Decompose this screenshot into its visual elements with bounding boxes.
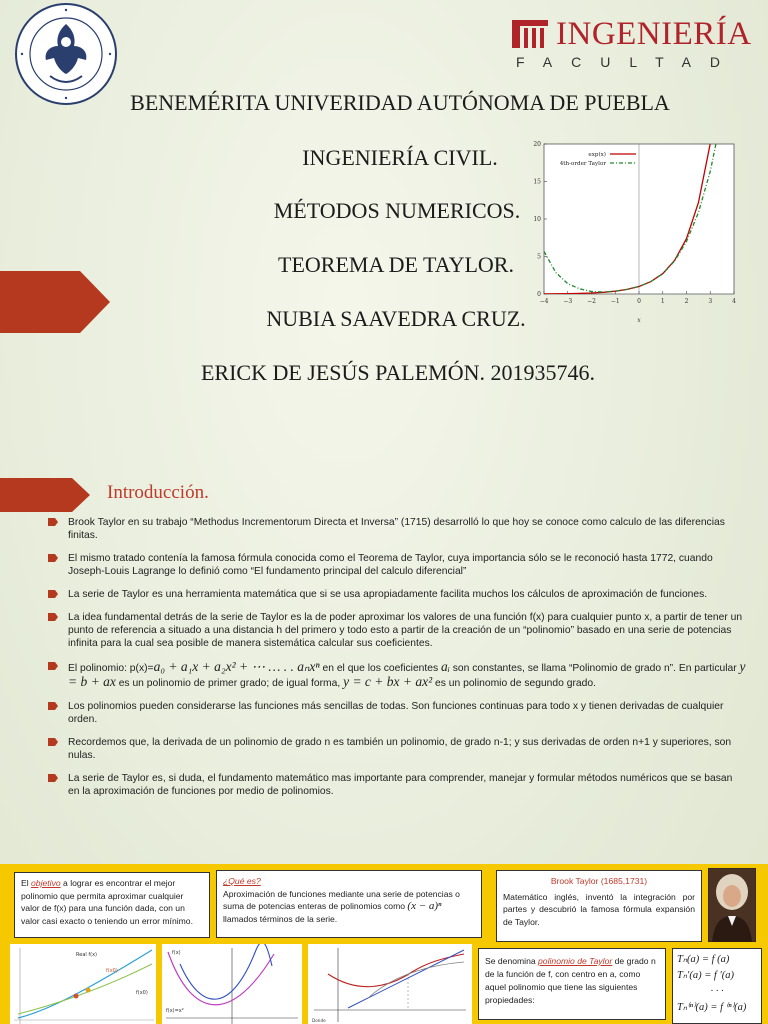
chart-xtick-label: 4 bbox=[732, 298, 736, 305]
chart-xtick-label: −3 bbox=[563, 298, 573, 305]
chart-ytick-label: 20 bbox=[533, 141, 541, 148]
bullet-text: es un polinomio de primer grado; de igual forma, bbox=[115, 678, 344, 689]
red-arrow-accent-icon bbox=[0, 478, 90, 512]
chart-xtick-label: 0 bbox=[637, 298, 641, 305]
bullet-item bbox=[46, 611, 746, 650]
bullet-arrow-icon bbox=[48, 662, 58, 670]
bullet-list bbox=[46, 516, 746, 808]
first-degree-formula: y = b + ax bbox=[68, 659, 746, 689]
what-is-text: Aproximación de funciones mediante una serie de potencias o suma de potencias enteras de polinomios como bbox=[223, 888, 460, 911]
plot1-label: Real f(x) bbox=[76, 952, 97, 958]
bullet-arrow-icon bbox=[48, 554, 58, 562]
chart-xtick-label: 3 bbox=[708, 298, 713, 305]
brook-taylor-box bbox=[496, 870, 702, 942]
objective-text: El bbox=[21, 878, 32, 888]
plot1-label: f(x0) bbox=[136, 990, 148, 996]
faculty-logo bbox=[512, 16, 752, 72]
bullet-text: son constantes, se llama “Polinomio de grado n”. En particular bbox=[449, 663, 740, 674]
taylor-polynomial-text: de grado n de la función de f, con centro en a, como aquel polinomio que tiene las siguientes propiedades: bbox=[485, 956, 656, 1005]
tangent-plot-icon bbox=[308, 944, 472, 1024]
summary-slide bbox=[0, 864, 768, 1024]
parabola-plot-icon bbox=[162, 944, 302, 1024]
bullet-arrow-icon bbox=[48, 590, 58, 598]
bullet-text: La serie de Taylor es una herramienta matemática que si se usa apropiadamente facilita muchos los cálculos de aproximación de funciones. bbox=[68, 589, 708, 600]
taylor-properties-box bbox=[672, 948, 762, 1024]
power-term-formula: (x − a)ⁿ bbox=[407, 900, 442, 912]
what-is-box bbox=[216, 870, 482, 938]
chart-xlabel: x bbox=[637, 317, 641, 324]
chart-ytick-label: 5 bbox=[537, 253, 541, 261]
brook-taylor-heading bbox=[503, 875, 695, 888]
bullet-arrow-icon bbox=[48, 518, 58, 526]
brook-taylor-years: (1685,1731) bbox=[600, 876, 648, 886]
intro-heading: Introducción. bbox=[107, 482, 209, 503]
chart-ytick-label: 15 bbox=[533, 178, 541, 186]
what-is-title: ¿Qué es? bbox=[223, 876, 261, 886]
bullet-arrow-icon bbox=[48, 613, 58, 621]
bullet-text: Los polinomios pueden considerarse las funciones más sencillas de todas. Son funciones continuas para todo x y tienen derivadas de cualquier orden. bbox=[68, 701, 724, 725]
bullet-item bbox=[46, 660, 746, 690]
property-formula: Tₙ′(a) = f ′(a) bbox=[677, 970, 734, 981]
chart-legend-label: 4th-order Taylor bbox=[559, 161, 606, 167]
plot3-label: Donde bbox=[312, 1018, 326, 1023]
parabola-plot bbox=[162, 944, 302, 1024]
chart-xtick-label: 2 bbox=[684, 298, 689, 305]
bullet-text: Brook Taylor en su trabajo “Methodus Incrementorum Directa et Inversa” (1715) desarrolló lo que hoy se conoce como calculo de las diferencias finitas. bbox=[68, 517, 725, 541]
introduction-slide bbox=[0, 432, 768, 864]
chart-xtick-label: 1 bbox=[660, 298, 665, 305]
chart-xtick-label: −1 bbox=[610, 298, 620, 305]
student-name: ERICK DE JESÚS PALEMÓN. 201935746. bbox=[200, 360, 595, 385]
taylor-approx-plot bbox=[10, 944, 156, 1024]
coefficient-formula: aᵢ bbox=[441, 659, 450, 674]
ingenieria-logo-icon bbox=[512, 20, 548, 48]
taylor-polynomial-highlight: polinomio de Taylor bbox=[538, 956, 613, 966]
bullet-arrow-icon bbox=[48, 738, 58, 746]
title-slide bbox=[0, 0, 768, 432]
brook-taylor-text: Matemático inglés, inventó la integración por partes y descubrió la famosa fórmula expansión de Taylor. bbox=[503, 891, 695, 927]
bullet-arrow-icon bbox=[48, 702, 58, 710]
property-formula: Tₙ(a) = f (a) bbox=[677, 954, 730, 965]
chart-xtick-label: −4 bbox=[539, 298, 549, 305]
taylor-polynomial-text: Se denomina bbox=[485, 956, 539, 966]
objective-text: a lograr es encontrar el mejor polinomio que permita aproximar cualquier valor de f(x) para una función dada, con un valor casi exacto o teniendo un error mínimo. bbox=[21, 878, 193, 926]
second-degree-formula: y = c + bx + ax² bbox=[343, 674, 433, 689]
taylor-approx-plot-icon bbox=[10, 944, 156, 1024]
topic-name: TEOREMA DE TAYLOR. bbox=[278, 252, 514, 277]
bullet-text: El polinomio: p(x)= bbox=[68, 663, 154, 674]
red-arrow-accent-icon bbox=[0, 271, 110, 333]
chart-ytick-label: 0 bbox=[537, 291, 541, 298]
bullet-item bbox=[46, 588, 746, 601]
course-name: MÉTODOS NUMERICOS. bbox=[273, 198, 521, 223]
exp-taylor-chart bbox=[526, 138, 748, 332]
plot2-label: f(x)=x² bbox=[166, 1008, 184, 1014]
bullet-text: es un polinomio de segundo grado. bbox=[432, 678, 596, 689]
bullet-item bbox=[46, 700, 746, 726]
brook-taylor-portrait-icon bbox=[708, 868, 756, 942]
chart-xtick-label: −2 bbox=[587, 298, 596, 305]
chart-legend-label: exp(x) bbox=[588, 152, 606, 158]
bullet-item bbox=[46, 552, 746, 578]
tangent-plot bbox=[308, 944, 472, 1024]
bullet-text: La idea fundamental detrás de la serie de Taylor es la de poder aproximar los valores de una función f(x) para cualquier punto x, a partir de tener un punto de referencia a situado a una distancia h del primero y todo esto a partir de la creación de un “polinomio” basado en una serie de potencias infinita para la cual sea posible de manera sistemática calcular sus coeficientes. bbox=[68, 612, 743, 649]
logo-subtitle: FACULTAD bbox=[516, 54, 740, 70]
bullet-text: Recordemos que, la derivada de un polinomio de grado n es también un polinomio, de grado n-1; y sus derivadas de orden n+1 y superiores, son nulas. bbox=[68, 737, 732, 761]
brook-taylor-title: Brook Taylor bbox=[550, 876, 599, 886]
career-name: INGENIERÍA CIVIL. bbox=[302, 145, 498, 170]
plot1-label: f(x0) bbox=[106, 968, 118, 974]
bullet-item bbox=[46, 516, 746, 542]
bullet-text: en el que los coeficientes bbox=[319, 663, 441, 674]
bullet-item bbox=[46, 736, 746, 762]
property-ellipsis: · · · bbox=[710, 986, 724, 997]
property-formula: Tₙ⁽ⁿ⁾(a) = f ⁽ⁿ⁾(a) bbox=[677, 1002, 747, 1013]
bullet-arrow-icon bbox=[48, 774, 58, 782]
what-is-text: llamados términos de la serie. bbox=[223, 913, 338, 924]
bullet-text: El mismo tratado contenía la famosa fórmula conocida como el Teorema de Taylor, cuya importancia sólo se le reconoció hasta 1772, cuando Joseph-Louis Lagrange lo definió como “El fundamento principal del calculo diferencial” bbox=[68, 553, 713, 577]
university-name: BENEMÉRITA UNIVERIDAD AUTÓNOMA DE PUEBLA bbox=[130, 90, 670, 115]
plot2-label: f(x) bbox=[172, 950, 181, 956]
logo-title: INGENIERÍA bbox=[556, 16, 752, 52]
objective-highlight: objetivo bbox=[31, 878, 61, 888]
bullet-item bbox=[46, 772, 746, 798]
bullet-text: La serie de Taylor es, si duda, el fundamento matemático mas importante para comprender, manejar y formular métodos numéricos que se basan en la aproximación de funciones por medio de polinomios. bbox=[68, 773, 733, 797]
objective-box bbox=[14, 872, 210, 938]
polynomial-formula: a₀ + a₁x + a₂x² + ⋯ … . . aₙxⁿ bbox=[153, 659, 320, 674]
teacher-name: NUBIA SAAVEDRA CRUZ. bbox=[266, 306, 526, 331]
chart-ytick-label: 10 bbox=[533, 216, 541, 223]
taylor-polynomial-box bbox=[478, 948, 666, 1020]
